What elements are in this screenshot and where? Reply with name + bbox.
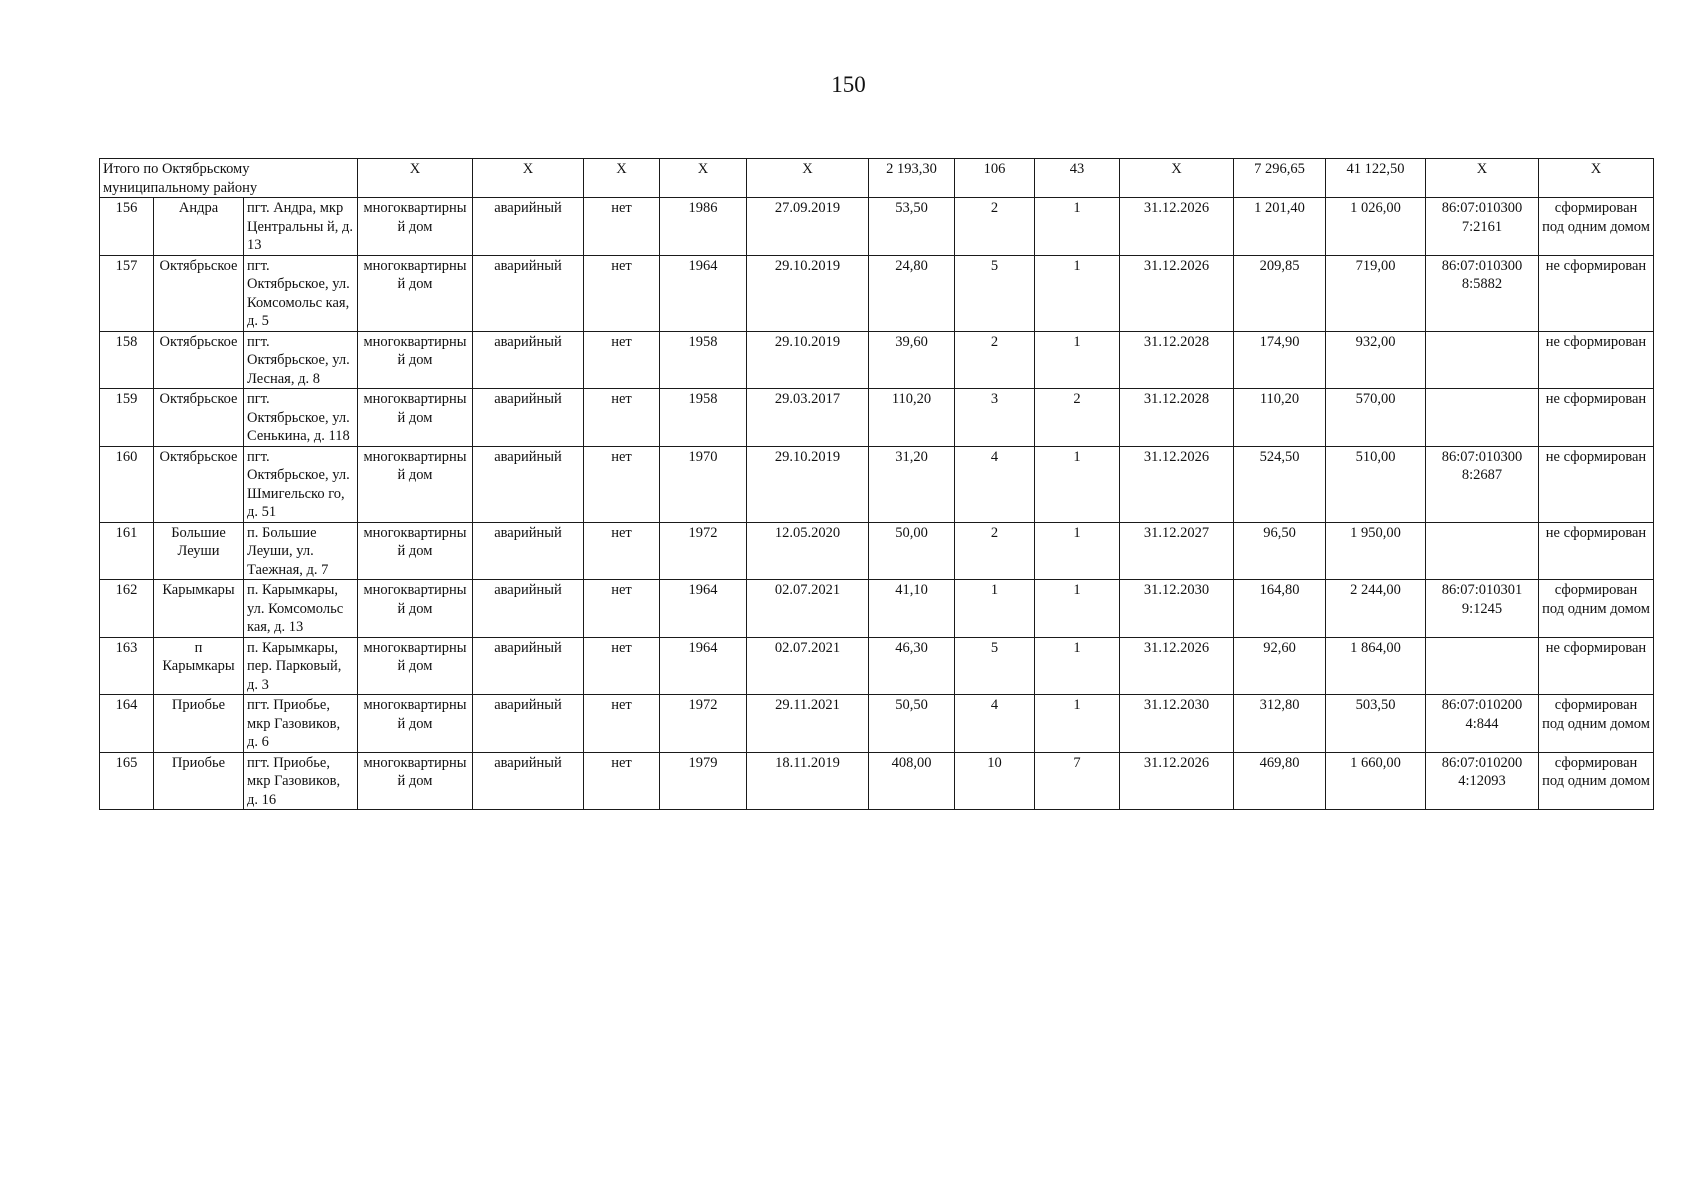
- cell-recognition-date: 27.09.2019: [747, 198, 869, 256]
- cell-sum-2: 1 660,00: [1326, 752, 1426, 810]
- cell-building-type: многоквартирный дом: [358, 255, 473, 331]
- total-cell-cadastral: X: [1426, 159, 1539, 198]
- cell-deadline: 31.12.2026: [1120, 198, 1234, 256]
- cell-row-number: 156: [100, 198, 154, 256]
- cell-land-plot: не сформирован: [1539, 331, 1654, 389]
- cell-cadastral-number: 86:07:010300 8:5882: [1426, 255, 1539, 331]
- cell-land-plot: не сформирован: [1539, 255, 1654, 331]
- cell-settlement: Андра: [154, 198, 244, 256]
- cell-sum-2: 570,00: [1326, 389, 1426, 447]
- cell-deadline: 31.12.2026: [1120, 752, 1234, 810]
- cell-settlement: п Карымкары: [154, 637, 244, 695]
- cell-build-year: 1958: [660, 331, 747, 389]
- cell-address: пгт. Октябрьское, ул. Комсомольс кая, д. 5: [244, 255, 358, 331]
- cell-sum-1: 524,50: [1234, 446, 1326, 522]
- cell-residents: 4: [955, 446, 1035, 522]
- cell-deadline: 31.12.2026: [1120, 637, 1234, 695]
- cell-row-number: 158: [100, 331, 154, 389]
- cell-build-year: 1964: [660, 580, 747, 638]
- cell-settlement: Приобье: [154, 695, 244, 753]
- cell-recognition-date: 12.05.2020: [747, 522, 869, 580]
- cell-row-number: 159: [100, 389, 154, 447]
- cell-building-type: многоквартирный дом: [358, 637, 473, 695]
- cell-condition: аварийный: [473, 389, 584, 447]
- cell-residents: 10: [955, 752, 1035, 810]
- cell-address: пгт. Октябрьское, ул. Лесная, д. 8: [244, 331, 358, 389]
- cell-building-type: многоквартирный дом: [358, 695, 473, 753]
- total-cell-status: X: [473, 159, 584, 198]
- total-cell-sum1: 7 296,65: [1234, 159, 1326, 198]
- cell-deadline: 31.12.2030: [1120, 580, 1234, 638]
- cell-flats: 1: [1035, 522, 1120, 580]
- cell-land-plot: не сформирован: [1539, 637, 1654, 695]
- total-cell-flats: 43: [1035, 159, 1120, 198]
- cell-sum-2: 503,50: [1326, 695, 1426, 753]
- cell-sum-2: 1 864,00: [1326, 637, 1426, 695]
- cell-building-type: многоквартирный дом: [358, 331, 473, 389]
- cell-building-type: многоквартирный дом: [358, 522, 473, 580]
- table-row: [100, 446, 1654, 522]
- cell-land-plot: сформирован под одним домом: [1539, 752, 1654, 810]
- table-row: [100, 331, 1654, 389]
- cell-building-type: многоквартирный дом: [358, 198, 473, 256]
- table-row: [100, 752, 1654, 810]
- cell-row-number: 160: [100, 446, 154, 522]
- cell-land-plot: не сформирован: [1539, 446, 1654, 522]
- total-cell-sum2: 41 122,50: [1326, 159, 1426, 198]
- cell-area: 46,30: [869, 637, 955, 695]
- total-row: [100, 159, 1654, 198]
- cell-address: п. Карымкары, пер. Парковый, д. 3: [244, 637, 358, 695]
- cell-flats: 1: [1035, 255, 1120, 331]
- cell-settlement: Карымкары: [154, 580, 244, 638]
- total-cell-area: 2 193,30: [869, 159, 955, 198]
- cell-settlement: Октябрьское: [154, 446, 244, 522]
- cell-recognition-date: 02.07.2021: [747, 637, 869, 695]
- cell-address: пгт. Октябрьское, ул. Шмигельско го, д. 51: [244, 446, 358, 522]
- cell-settlement: Приобье: [154, 752, 244, 810]
- cell-residents: 5: [955, 637, 1035, 695]
- cell-building-type: многоквартирный дом: [358, 752, 473, 810]
- cell-row-number: 163: [100, 637, 154, 695]
- table-row: [100, 522, 1654, 580]
- cell-build-year: 1970: [660, 446, 747, 522]
- page-number: 150: [831, 72, 866, 97]
- table-row: [100, 580, 1654, 638]
- cell-residents: 1: [955, 580, 1035, 638]
- cell-condition: аварийный: [473, 331, 584, 389]
- cell-land-plot: сформирован под одним домом: [1539, 695, 1654, 753]
- cell-sum-2: 2 244,00: [1326, 580, 1426, 638]
- cell-flag: нет: [584, 695, 660, 753]
- cell-flag: нет: [584, 580, 660, 638]
- total-cell-year: X: [660, 159, 747, 198]
- cell-land-plot: сформирован под одним домом: [1539, 198, 1654, 256]
- cell-flag: нет: [584, 752, 660, 810]
- cell-sum-1: 174,90: [1234, 331, 1326, 389]
- cell-deadline: 31.12.2027: [1120, 522, 1234, 580]
- cell-flats: 2: [1035, 389, 1120, 447]
- cell-sum-1: 92,60: [1234, 637, 1326, 695]
- cell-flats: 1: [1035, 446, 1120, 522]
- cell-area: 50,00: [869, 522, 955, 580]
- cell-cadastral-number: 86:07:010301 9:1245: [1426, 580, 1539, 638]
- cell-condition: аварийный: [473, 580, 584, 638]
- cell-area: 110,20: [869, 389, 955, 447]
- cell-condition: аварийный: [473, 752, 584, 810]
- table-row: [100, 695, 1654, 753]
- cell-sum-1: 164,80: [1234, 580, 1326, 638]
- cell-residents: 4: [955, 695, 1035, 753]
- cell-row-number: 162: [100, 580, 154, 638]
- cell-sum-1: 209,85: [1234, 255, 1326, 331]
- cell-area: 50,50: [869, 695, 955, 753]
- cell-deadline: 31.12.2030: [1120, 695, 1234, 753]
- cell-cadastral-number: 86:07:010200 4:844: [1426, 695, 1539, 753]
- cell-build-year: 1964: [660, 255, 747, 331]
- cell-build-year: 1972: [660, 522, 747, 580]
- housing-register-table: [99, 158, 1654, 810]
- cell-residents: 5: [955, 255, 1035, 331]
- cell-sum-2: 1 026,00: [1326, 198, 1426, 256]
- table-row: [100, 255, 1654, 331]
- cell-building-type: многоквартирный дом: [358, 580, 473, 638]
- cell-sum-1: 110,20: [1234, 389, 1326, 447]
- cell-building-type: многоквартирный дом: [358, 446, 473, 522]
- cell-sum-2: 510,00: [1326, 446, 1426, 522]
- table-row: [100, 389, 1654, 447]
- cell-deadline: 31.12.2026: [1120, 446, 1234, 522]
- cell-area: 31,20: [869, 446, 955, 522]
- cell-flag: нет: [584, 522, 660, 580]
- cell-address: пгт. Приобье, мкр Газовиков, д. 16: [244, 752, 358, 810]
- cell-building-type: многоквартирный дом: [358, 389, 473, 447]
- cell-flats: 7: [1035, 752, 1120, 810]
- cell-cadastral-number: [1426, 522, 1539, 580]
- cell-deadline: 31.12.2028: [1120, 331, 1234, 389]
- cell-land-plot: не сформирован: [1539, 522, 1654, 580]
- cell-condition: аварийный: [473, 522, 584, 580]
- cell-condition: аварийный: [473, 637, 584, 695]
- cell-cadastral-number: [1426, 637, 1539, 695]
- cell-settlement: Октябрьское: [154, 389, 244, 447]
- cell-cadastral-number: 86:07:010300 8:2687: [1426, 446, 1539, 522]
- cell-recognition-date: 29.10.2019: [747, 331, 869, 389]
- cell-condition: аварийный: [473, 446, 584, 522]
- cell-recognition-date: 18.11.2019: [747, 752, 869, 810]
- cell-condition: аварийный: [473, 198, 584, 256]
- cell-build-year: 1979: [660, 752, 747, 810]
- cell-recognition-date: 02.07.2021: [747, 580, 869, 638]
- total-cell-type: X: [358, 159, 473, 198]
- cell-deadline: 31.12.2028: [1120, 389, 1234, 447]
- cell-flats: 1: [1035, 695, 1120, 753]
- table-row: [100, 637, 1654, 695]
- cell-address: пгт. Приобье, мкр Газовиков, д. 6: [244, 695, 358, 753]
- cell-address: п. Большие Леуши, ул. Таежная, д. 7: [244, 522, 358, 580]
- cell-residents: 2: [955, 198, 1035, 256]
- cell-sum-1: 96,50: [1234, 522, 1326, 580]
- cell-flats: 1: [1035, 331, 1120, 389]
- cell-sum-1: 1 201,40: [1234, 198, 1326, 256]
- cell-area: 24,80: [869, 255, 955, 331]
- total-cell-deadline: X: [1120, 159, 1234, 198]
- total-label: Итого по Октябрьскому муниципальному району: [100, 159, 358, 198]
- cell-residents: 2: [955, 522, 1035, 580]
- cell-flats: 1: [1035, 580, 1120, 638]
- cell-flats: 1: [1035, 637, 1120, 695]
- cell-condition: аварийный: [473, 255, 584, 331]
- cell-row-number: 164: [100, 695, 154, 753]
- cell-land-plot: не сформирован: [1539, 389, 1654, 447]
- total-cell-residents: 106: [955, 159, 1035, 198]
- cell-sum-2: 719,00: [1326, 255, 1426, 331]
- cell-row-number: 165: [100, 752, 154, 810]
- cell-cadastral-number: 86:07:010200 4:12093: [1426, 752, 1539, 810]
- cell-sum-2: 932,00: [1326, 331, 1426, 389]
- cell-sum-2: 1 950,00: [1326, 522, 1426, 580]
- total-cell-date: X: [747, 159, 869, 198]
- cell-flag: нет: [584, 331, 660, 389]
- cell-row-number: 161: [100, 522, 154, 580]
- cell-recognition-date: 29.11.2021: [747, 695, 869, 753]
- cell-flats: 1: [1035, 198, 1120, 256]
- cell-settlement: Октябрьское: [154, 255, 244, 331]
- cell-area: 41,10: [869, 580, 955, 638]
- total-cell-land: X: [1539, 159, 1654, 198]
- cell-flag: нет: [584, 446, 660, 522]
- cell-sum-1: 469,80: [1234, 752, 1326, 810]
- cell-recognition-date: 29.10.2019: [747, 446, 869, 522]
- cell-flag: нет: [584, 637, 660, 695]
- cell-land-plot: сформирован под одним домом: [1539, 580, 1654, 638]
- cell-build-year: 1964: [660, 637, 747, 695]
- cell-flag: нет: [584, 255, 660, 331]
- cell-build-year: 1972: [660, 695, 747, 753]
- cell-cadastral-number: 86:07:010300 7:2161: [1426, 198, 1539, 256]
- cell-settlement: Октябрьское: [154, 331, 244, 389]
- cell-recognition-date: 29.03.2017: [747, 389, 869, 447]
- cell-residents: 2: [955, 331, 1035, 389]
- cell-sum-1: 312,80: [1234, 695, 1326, 753]
- total-cell-flag: X: [584, 159, 660, 198]
- table-row: [100, 198, 1654, 256]
- cell-settlement: Большие Леуши: [154, 522, 244, 580]
- cell-recognition-date: 29.10.2019: [747, 255, 869, 331]
- cell-cadastral-number: [1426, 331, 1539, 389]
- cell-area: 408,00: [869, 752, 955, 810]
- cell-row-number: 157: [100, 255, 154, 331]
- cell-flag: нет: [584, 198, 660, 256]
- cell-deadline: 31.12.2026: [1120, 255, 1234, 331]
- cell-area: 39,60: [869, 331, 955, 389]
- cell-build-year: 1986: [660, 198, 747, 256]
- cell-address: пгт. Андра, мкр Центральны й, д. 13: [244, 198, 358, 256]
- cell-build-year: 1958: [660, 389, 747, 447]
- cell-area: 53,50: [869, 198, 955, 256]
- cell-address: пгт. Октябрьское, ул. Сенькина, д. 118: [244, 389, 358, 447]
- cell-condition: аварийный: [473, 695, 584, 753]
- cell-flag: нет: [584, 389, 660, 447]
- cell-cadastral-number: [1426, 389, 1539, 447]
- cell-residents: 3: [955, 389, 1035, 447]
- cell-address: п. Карымкары, ул. Комсомольс кая, д. 13: [244, 580, 358, 638]
